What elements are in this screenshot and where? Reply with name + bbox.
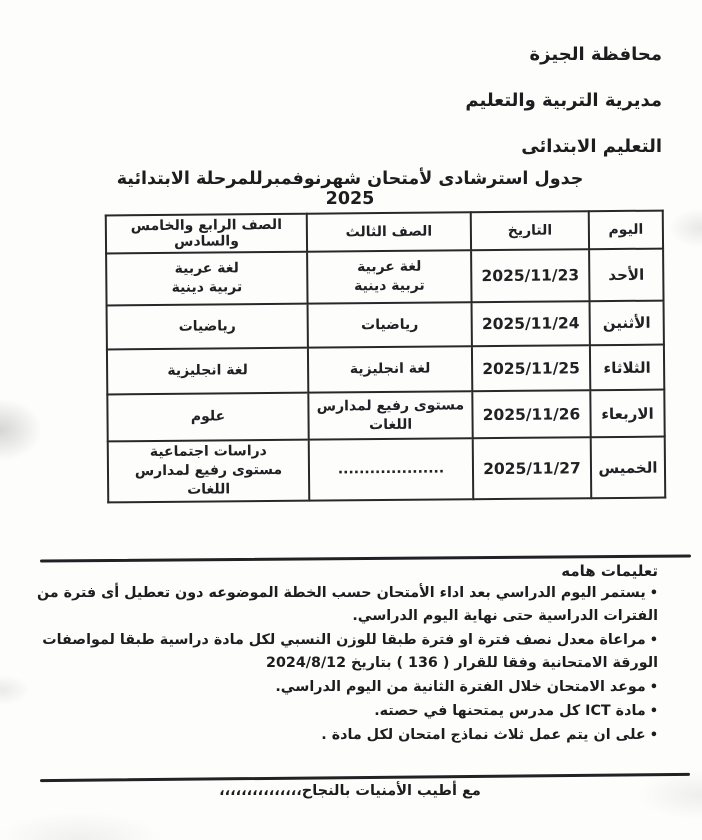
cell-grades456-subject: لغة عربية تربية دينية [106, 252, 307, 306]
table-row [108, 437, 666, 503]
notes-heading: تعليمات هامه [561, 562, 658, 580]
note-item [28, 676, 658, 699]
cell-grades456-subject: لغة انجليزية [107, 348, 308, 395]
bullet-icon: • [649, 704, 658, 719]
cell-day: الخميس [591, 437, 666, 499]
closing-wishes: مع أطيب الأمنيات بالنجاح،،،،،،،،،،،،،،، [219, 783, 481, 799]
note-text: مادة ICT كل مدرس يمتحنها في حصته. [374, 703, 646, 719]
note-item [28, 629, 658, 675]
note-text: على ان يتم عمل ثلاث نماذج امتحان لكل مادة . [321, 727, 646, 743]
cell-day: الاربعاء [590, 390, 664, 438]
exam-schedule-table [105, 210, 667, 504]
letterhead [465, 32, 662, 170]
note-text: يستمر اليوم الدراسي بعد اداء الأمتحان حسب الخطة الموضوعه دون تعطيل أى فترة من الفترات الدراسية حتى نهاية اليوم الدراسي. [36, 585, 658, 624]
letterhead-directorate: مديرية التربية والتعليم [465, 90, 662, 111]
cell-date: 2025/11/25 [472, 345, 590, 391]
document-title: جدول استرشادى لأمتحان شهرنوفمبرللمرحلة الابتدائية 2025 [116, 169, 584, 209]
cell-grade3-subject: .................... [309, 438, 474, 500]
cell-date: 2025/11/24 [472, 301, 590, 346]
note-item [28, 582, 658, 628]
table-row [107, 390, 664, 442]
cell-grades456-subject: دراسات اجتماعية مستوى رفيع لمدارس اللغات [108, 440, 310, 503]
note-item [28, 700, 658, 723]
cell-grade3-subject: مستوى رفيع لمدارس اللغات [308, 391, 472, 439]
bullet-icon: • [649, 586, 658, 601]
col-header-grade3: الصف الثالث [307, 212, 471, 251]
cell-grade3-subject: لغة عربية تربية دينية [307, 250, 471, 303]
table-row [107, 345, 664, 395]
table-row [107, 301, 664, 350]
cell-day: الأثنين [590, 301, 664, 346]
letterhead-governorate: محافظة الجيزة [529, 44, 662, 65]
note-text: مراعاة معدل نصف فترة او فترة طبقا للوزن النسبي لكل مادة دراسية طبقا لمواصفات الورقة الامتحانية وفقا للقرار ( 136 ) بتاريخ 2024/8/12 [42, 632, 658, 671]
cell-grades456-subject: علوم [107, 393, 308, 442]
col-header-grades456: الصف الرابع والخامس والسادس [106, 214, 307, 254]
letterhead-stage: التعليم الابتدائى [521, 136, 662, 157]
table-header-row [106, 211, 663, 254]
cell-grade3-subject: رياضيات [308, 302, 472, 347]
cell-day: الأحد [589, 249, 663, 302]
cell-date: 2025/11/26 [472, 390, 590, 438]
notes-divider-line [40, 554, 691, 562]
bullet-icon: • [649, 680, 658, 695]
cell-day: الثلاثاء [590, 345, 664, 391]
bullet-icon: • [649, 633, 658, 648]
cell-date: 2025/11/27 [473, 437, 592, 499]
notes-section [28, 562, 658, 748]
table-row [106, 249, 663, 306]
cell-grades456-subject: رياضيات [107, 304, 308, 350]
cell-grade3-subject: لغة انجليزية [308, 346, 472, 392]
cell-date: 2025/11/23 [471, 249, 589, 302]
col-header-day: اليوم [589, 211, 663, 250]
footer-divider-line [40, 773, 690, 782]
bullet-icon: • [649, 728, 658, 743]
note-item [28, 724, 658, 747]
col-header-date: التاريخ [471, 211, 589, 250]
note-text: موعد الامتحان خلال الفترة الثانية من اليوم الدراسي. [275, 679, 646, 695]
